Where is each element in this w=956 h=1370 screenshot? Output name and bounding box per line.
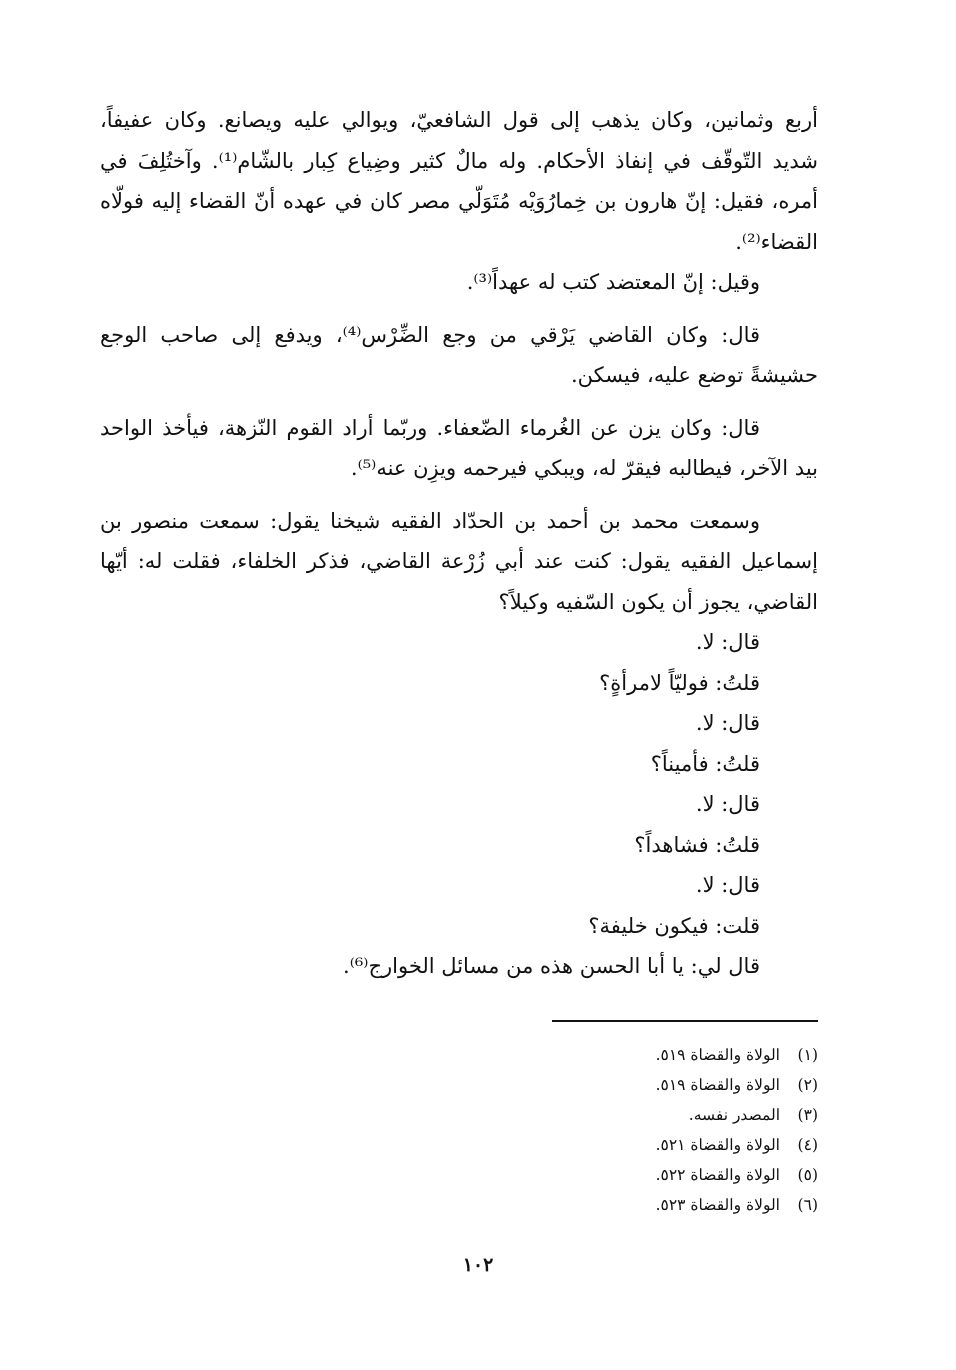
dialogue-line: قلتُ: فوليّاً لامرأةٍ؟ — [599, 670, 760, 695]
dialogue — [100, 622, 818, 987]
footnote-text: الولاة والقضاة ٥٢٣. — [655, 1196, 780, 1214]
dialogue-line: قال لي: يا أبا الحسن هذه من مسائل الخوارج⁽⁶⁾. — [343, 954, 760, 978]
paragraph: أربع وثمانين، وكان يذهب إلى قول الشافعيّ، ويوالي عليه ويصانع. وكان عفيفاً، شديد التّوقّف في إنفاذ الأحكام. وله مالٌ كثير وضِياع كِبار بالشّام⁽¹⁾. وآختُلِفَ في أمره، فقيل: إنّ هارون بن خِمارُوَيْه مُتَوَلّي مصر كان في عهده أنّ القضاء إليه فولّاه القضاء⁽²⁾. — [100, 108, 818, 254]
footnote — [100, 1190, 818, 1220]
dialogue-line: قال: لا. — [695, 873, 760, 897]
footnote-number: (١) — [797, 1046, 818, 1064]
dialogue-line: قال: لا. — [695, 630, 760, 654]
dialogue-line: قلتُ: فشاهداً؟ — [634, 832, 760, 857]
footnote-text: الولاة والقضاة ٥١٩. — [655, 1046, 780, 1064]
footnote-rule — [552, 1020, 818, 1022]
footnote-text: الولاة والقضاة ٥٢١. — [655, 1136, 780, 1154]
footnote — [100, 1100, 818, 1130]
paragraph: وقيل: إنّ المعتضد كتب له عهداً⁽³⁾. — [466, 270, 760, 294]
dialogue-line: قلتُ: فأميناً؟ — [650, 751, 760, 776]
paragraph: قال: وكان القاضي يَرْقي من وجع الضِّرْس⁽⁴⁾، ويدفع إلى صاحب الوجع حشيشةً توضع عليه، فيسكن. — [100, 322, 818, 387]
footnote-text: الولاة والقضاة ٥١٩. — [655, 1076, 780, 1094]
footnote-number: (٦) — [797, 1196, 818, 1214]
footnote-text: الولاة والقضاة ٥٢٢. — [655, 1166, 780, 1184]
footnote-number: (٥) — [797, 1166, 818, 1184]
footnote — [100, 1070, 818, 1100]
footnote-number: (٤) — [797, 1136, 818, 1154]
paragraph: قال: وكان يزن عن الغُرماء الضّعفاء. وربّما أراد القوم النّزهة، فيأخذ الواحد بيد الآخر، فيطالبه فيقرّ له، ويبكي فيرحمه ويزِن عنه⁽⁵⁾. — [100, 415, 818, 480]
footnote — [100, 1160, 818, 1190]
dialogue-line: قال: لا. — [695, 792, 760, 816]
footnotes — [100, 1040, 818, 1220]
footnote-text: المصدر نفسه. — [688, 1106, 780, 1124]
dialogue-line: قلت: فيكون خليفة؟ — [588, 913, 760, 938]
page-number: ١٠٢ — [462, 1254, 494, 1276]
footnote — [100, 1130, 818, 1160]
page-content — [100, 100, 818, 1340]
paragraph: وسمعت محمد بن أحمد بن الحدّاد الفقيه شيخنا يقول: سمعت منصور بن إسماعيل الفقيه يقول: كنت عند أبي زُرْعة القاضي، فذكر الخلفاء، فقلت له: أيّها القاضي، يجوز أن يكون السّفيه وكيلاً؟ — [100, 508, 818, 614]
footnote — [100, 1040, 818, 1070]
footnote-number: (٢) — [797, 1076, 818, 1094]
dialogue-line: قال: لا. — [695, 711, 760, 735]
footnote-number: (٣) — [797, 1106, 818, 1124]
